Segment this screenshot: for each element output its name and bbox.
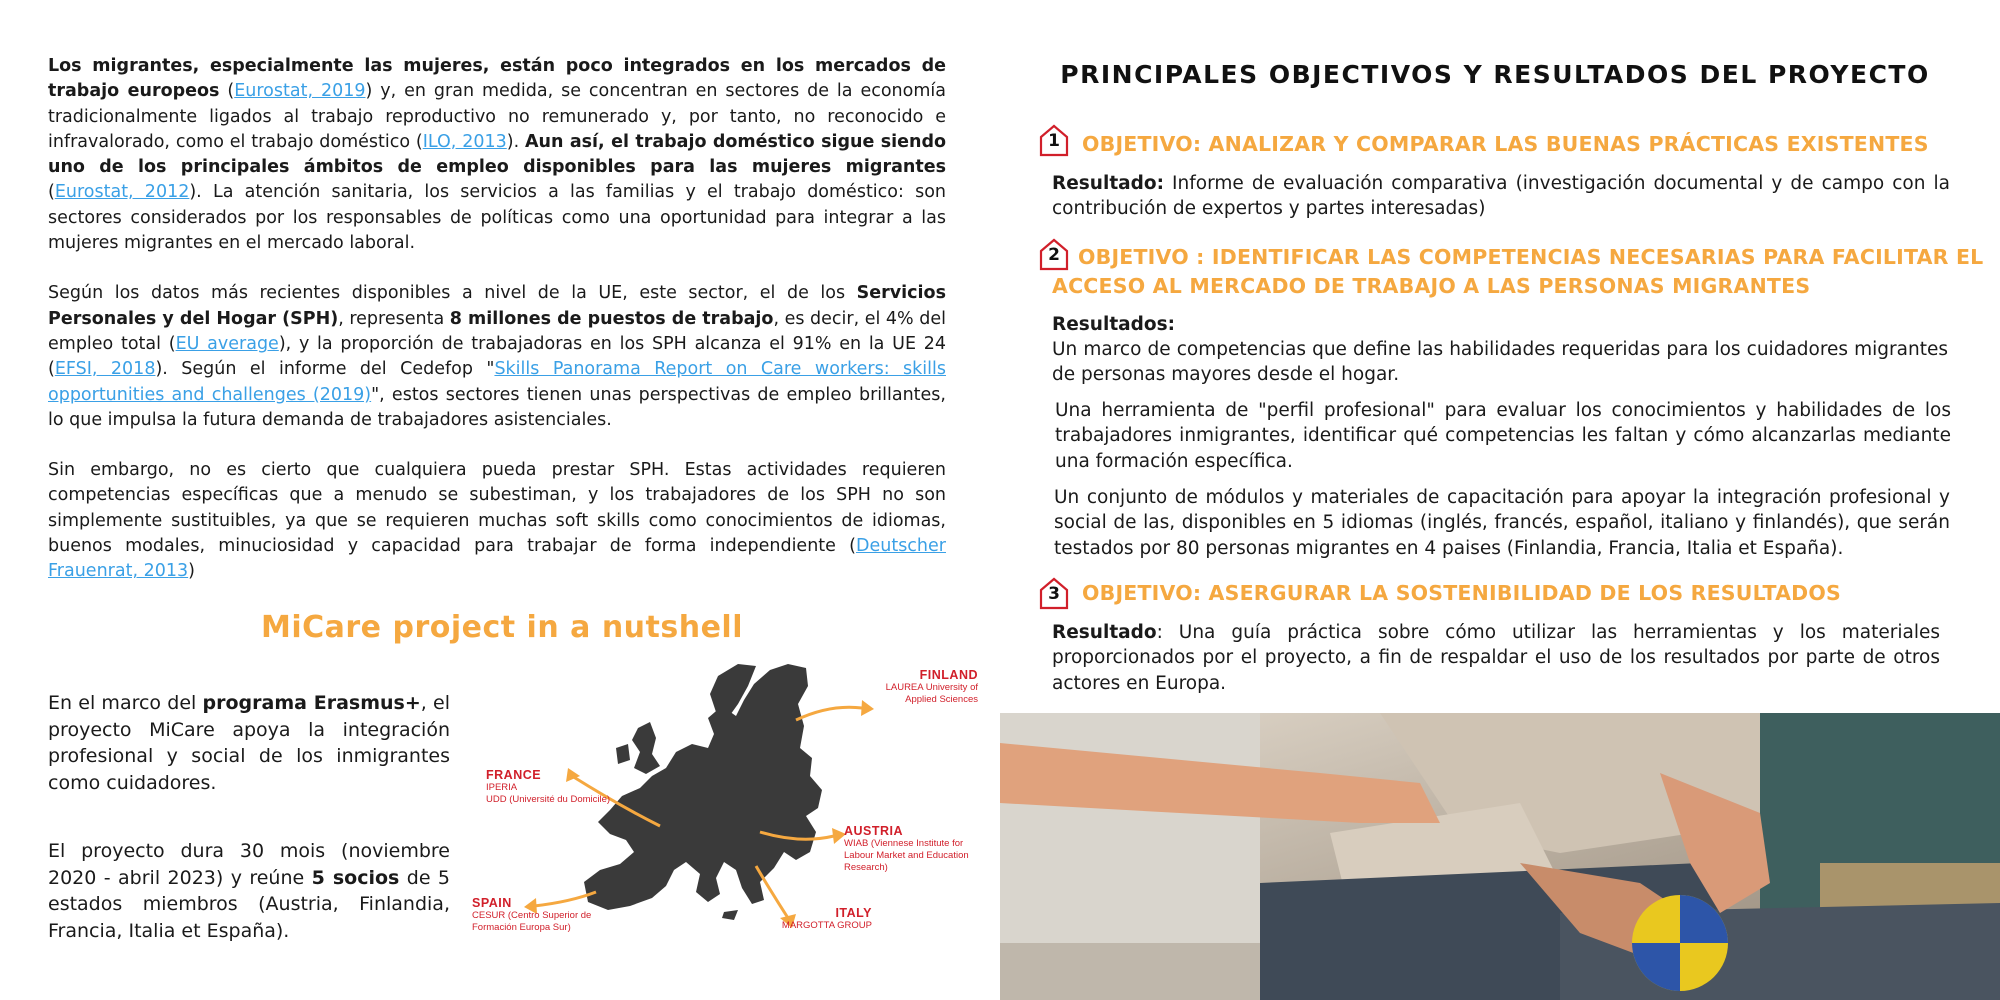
ireland-silhouette: [616, 744, 630, 764]
objective-3-badge: [1038, 576, 1070, 610]
intro-text-2: , el proyecto MiCare apoya la integración profesional y social de los inmigrantes como cuidadores.: [48, 692, 450, 794]
spain-name: SPAIN: [472, 896, 512, 910]
p2-text-2: , representa: [338, 308, 450, 329]
caregiver-photo-illustration: [1000, 713, 2000, 1000]
duration-block: [48, 838, 450, 944]
objective-1-text: Informe de evaluación comparativa (investigación documental y de campo con la contribución de expertos y partes interesadas): [1052, 173, 1950, 220]
p2-text-3: , es decir, el 4% del empleo total (: [48, 308, 946, 354]
intro-bold: programa Erasmus+: [202, 692, 421, 714]
label-finland: [858, 668, 978, 706]
link-skills-panorama[interactable]: Skills Panorama Report on Care workers: skills opportunities and challenges (2019): [48, 359, 946, 405]
austria-name: AUSTRIA: [844, 824, 904, 838]
link-eurostat-2012[interactable]: Eurostat, 2012: [54, 182, 190, 203]
objective-2-badge: [1038, 237, 1070, 271]
page-title: PRINCIPALES OBJECTIVOS Y RESULTADOS DEL PROYECTO: [1060, 60, 1930, 89]
objective-3-heading: OBJETIVO: ASERGURAR LA SOSTENIBILIDAD DE LOS RESULTADOS: [1082, 581, 1841, 605]
p2-text-6: ", estos sectores tienen unas perspectivas de empleo brillantes, lo que impulsa la futura demanda de trabajadores asistenciales.: [48, 384, 946, 430]
label-france: [486, 768, 646, 806]
link-eu-average[interactable]: EU average: [175, 333, 279, 354]
italy-org: MARGOTTA GROUP: [781, 920, 872, 931]
finland-name: FINLAND: [919, 668, 978, 682]
objective-2-label-text: Resultados:: [1052, 314, 1176, 335]
p3-text-2: ): [188, 561, 195, 582]
objective-1-badge: [1038, 123, 1070, 157]
link-eurostat-2019[interactable]: Eurostat, 2019: [234, 81, 366, 102]
italy-name: ITALY: [835, 906, 872, 920]
label-austria: [844, 824, 970, 874]
objective-2-number: 2: [1048, 245, 1060, 265]
objective-1-result: [1052, 171, 1950, 222]
objective-2-label: [1052, 312, 1950, 337]
label-italy: [732, 906, 872, 932]
p1-text-3: ). La atención sanitaria, los servicios a las familias y el trabajo doméstico: son sectores considerados por los responsables de políticas como una oportunidad para integrar a las mujeres migrantes en el mercado laboral.: [48, 182, 946, 254]
france-name: FRANCE: [486, 768, 542, 782]
p1-text-2: ).: [506, 131, 525, 152]
objective-2-result-1: Un marco de competencias que define las habilidades requeridas para los cuidadores migrantes de personas mayores desde el hogar.: [1052, 339, 1948, 386]
objective-1-number: 1: [1048, 131, 1060, 151]
p3-text-1: Sin embargo, no es cierto que cualquiera pueda prestar SPH. Estas actividades requieren competencias específicas que a menudo se subestiman, y los trabajadores de los SPH no son simplemente sustituibles, ya que se requieren muchas soft skills como conocimientos de idiomas, buenos modales, minuciosidad y capacidad para trabajar de forma independiente (: [48, 460, 946, 557]
intro-block: [48, 690, 450, 796]
p2-bold-1: Servicios Personales y del Hogar (SPH): [48, 283, 946, 329]
p2-text-1: Según los datos más recientes disponibles a nivel de la UE, este sector, el de los: [48, 283, 857, 304]
link-deutscher-frauenrat[interactable]: Deutscher Frauenrat, 2013: [48, 536, 946, 582]
p2-text-5: ). Según el informe del Cedefop ": [155, 359, 495, 380]
objective-3-result: [1052, 620, 1940, 696]
objective-2-heading-line-2: ACCESO AL MERCADO DE TRABAJO A LAS PERSONAS MIGRANTES: [1052, 274, 1811, 298]
partners-map: [470, 656, 978, 956]
duration-text-2: de 5 estados miembros (Austria, Finlandia, Francia, Italia et España).: [48, 866, 451, 942]
objective-3-number: 3: [1048, 584, 1060, 604]
p2-bold-2: 8 millones de puestos de trabajo: [449, 308, 774, 329]
objective-3-text: : Una guía práctica sobre cómo utilizar las herramientas y los materiales proporcionados por el proyecto, a fin de respaldar el uso de los resultados por parte de otros actores en Europa.: [1052, 622, 1940, 694]
objective-1-heading: OBJETIVO: ANALIZAR Y COMPARAR LAS BUENAS PRÁCTICAS EXISTENTES: [1082, 132, 1929, 156]
objective-2-result-2: Una herramienta de "perfil profesional" para evaluar los conocimientos y habilidades de los trabajadores inmigrantes, identificar qué competencias les faltan y cómo alcanzarlas mediante una formación específica.: [1055, 400, 1951, 472]
france-org-1: IPERIA: [486, 782, 518, 793]
arrow-finland: [796, 707, 862, 720]
caregiver-photo: [1000, 713, 2000, 1000]
p1-bold-2: Aun así, el trabajo doméstico sigue siendo uno de los principales ámbitos de empleo disponibles para las mujeres migrantes: [48, 131, 947, 178]
objective-3-label: Resultado: [1052, 622, 1157, 643]
intro-text-1: En el marco del: [48, 692, 203, 714]
p2-text-4: ), y la proporción de trabajadoras en los SPH alcanza el 91% en la UE 24 (: [48, 333, 946, 380]
label-spain: [472, 896, 612, 934]
duration-bold: 5 socios: [311, 866, 400, 889]
link-ilo-2013[interactable]: ILO, 2013: [422, 131, 507, 152]
left-article: [48, 54, 946, 610]
paragraph-3: [48, 458, 946, 584]
link-efsi-2018[interactable]: EFSI, 2018: [54, 359, 156, 380]
nutshell-title: MiCare project in a nutshell: [260, 610, 744, 645]
objective-2-result-3: Un conjunto de módulos y materiales de capacitación para apoyar la integración profesional y social de las, disponibles en 5 idiomas (inglés, francés, español, italiano y finlandés), que serán testados por 80 personas migrantes en 4 paises (Finlandia, Francia, Italia et España).: [1054, 487, 1950, 559]
p1-bold-1: Los migrantes, especialmente las mujeres, están poco integrados en los mercados de trabajo europeos: [48, 56, 946, 102]
duration-text-1: El proyecto dura 30 mois (noviembre 2020 - abril 2023) y reúne: [48, 840, 450, 889]
paragraph-2: [48, 281, 946, 433]
paragraph-1: Los migrantes, especialmente las mujeres, están poco integrados en los mercados de trabajo europeos (Eurostat, 2019) y, en gran medida, se concentran en sectores de la economía tradicionalmente ligados al trabajo reproductivo no remunerado y, por tanto, no reconocido e infravalorado, como el trabajo doméstico (ILO, 2013). Aun así, el trabajo doméstico sigue siendo uno de los principales ámbitos de empleo disponibles para las mujeres migrantes (Eurostat, 2012). La atención sanitaria, los servicios a las familias y el trabajo doméstico: son sectores considerados por los responsables de políticas como una oportunidad para integrar a las mujeres migrantes en el mercado laboral.: [48, 56, 947, 254]
austria-org: WIAB (Viennese Institute for Labour Market and Education Research): [844, 838, 969, 873]
spain-org: CESUR (Centro Superior de Formación Europa Sur): [472, 910, 592, 933]
uk-silhouette: [632, 722, 660, 774]
p1-text-1: ) y, en gran medida, se concentran en sectores de la economía tradicionalmente ligados al trabajo reproductivo no remunerado y, por tanto, no reconocido e infravalorado, como el trabajo doméstico (: [48, 81, 946, 152]
objective-1-label: Resultado:: [1052, 173, 1164, 194]
finland-org: LAUREA University of Applied Sciences: [885, 682, 978, 705]
france-org-2: UDD (Université du Domicile): [486, 794, 611, 805]
objective-2-heading-line-1: OBJETIVO : IDENTIFICAR LAS COMPETENCIAS NECESARIAS PARA FACILITAR EL: [1078, 245, 1984, 269]
